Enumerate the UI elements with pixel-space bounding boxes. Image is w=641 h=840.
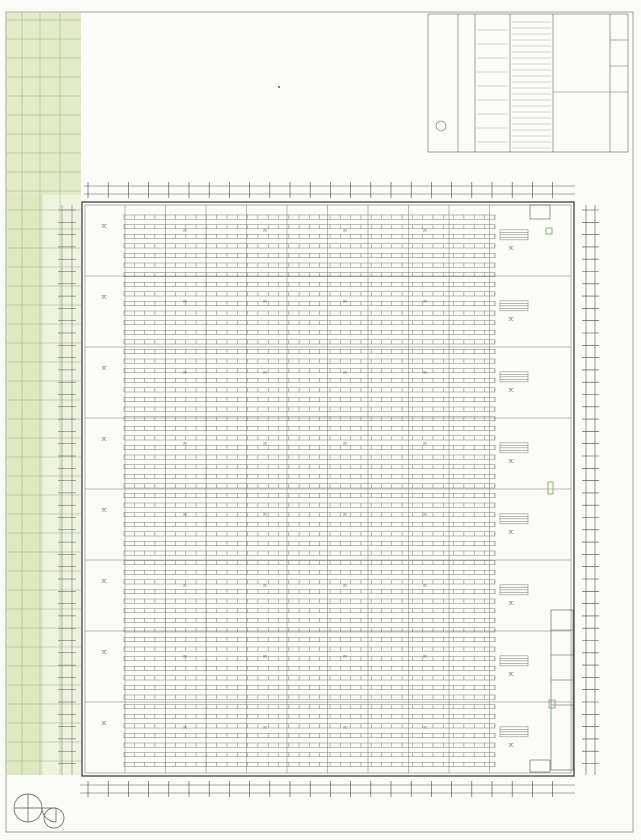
aisle-mark: 3C [422, 228, 428, 233]
bay-label: 3C [101, 578, 107, 584]
aisle-mark: 3C [342, 512, 348, 517]
dock-label: 3C [508, 529, 514, 535]
bay-label: 3C [101, 720, 107, 726]
aisle-mark: 3C [182, 725, 188, 730]
aisle-mark: 3C [262, 299, 268, 304]
bay-label: 3C [101, 507, 107, 513]
bay-label: 3C [101, 294, 107, 300]
dock-label: 3C [508, 387, 514, 393]
aisle-mark: 3C [422, 370, 428, 375]
dock-label: 3C [508, 671, 514, 677]
aisle-mark: 3C [342, 299, 348, 304]
aisle-mark: 3C [182, 512, 188, 517]
aisle-mark: 3C [182, 441, 188, 446]
dock-label: 3C [508, 458, 514, 464]
aisle-mark: 3C [182, 583, 188, 588]
green-elevation-strip [7, 13, 81, 775]
dock-label: 3C [508, 245, 514, 251]
bay-label: 3C [101, 365, 107, 371]
bay-label: 3C [101, 649, 107, 655]
aisle-mark: 3C [422, 725, 428, 730]
aisle-mark: 3C [342, 370, 348, 375]
aisle-mark: 3C [262, 441, 268, 446]
aisle-mark: 3C [262, 512, 268, 517]
aisle-mark: 3C [262, 370, 268, 375]
aisle-mark: 3C [342, 583, 348, 588]
aisle-mark: 3C [342, 654, 348, 659]
bay-label: 3C [101, 223, 107, 229]
aisle-mark: 3C [422, 299, 428, 304]
aisle-mark: 3C [182, 228, 188, 233]
aisle-mark: 3C [262, 725, 268, 730]
aisle-mark: 3C [422, 654, 428, 659]
aisle-mark: 3C [262, 654, 268, 659]
aisle-mark: 3C [262, 228, 268, 233]
dock-label: 3C [508, 600, 514, 606]
aisle-mark: 3C [342, 228, 348, 233]
location-dot [278, 86, 280, 88]
dock-label: 3C [508, 742, 514, 748]
aisle-mark: 3C [422, 512, 428, 517]
aisle-mark: 3C [342, 441, 348, 446]
aisle-mark: 3C [182, 654, 188, 659]
aisle-mark: 3C [422, 583, 428, 588]
aisle-mark: 3C [182, 370, 188, 375]
dock-label: 3C [508, 316, 514, 322]
bay-label: 3C [101, 436, 107, 442]
aisle-mark: 3C [182, 299, 188, 304]
aisle-mark: 3C [262, 583, 268, 588]
aisle-mark: 3C [342, 725, 348, 730]
aisle-mark: 3C [422, 441, 428, 446]
